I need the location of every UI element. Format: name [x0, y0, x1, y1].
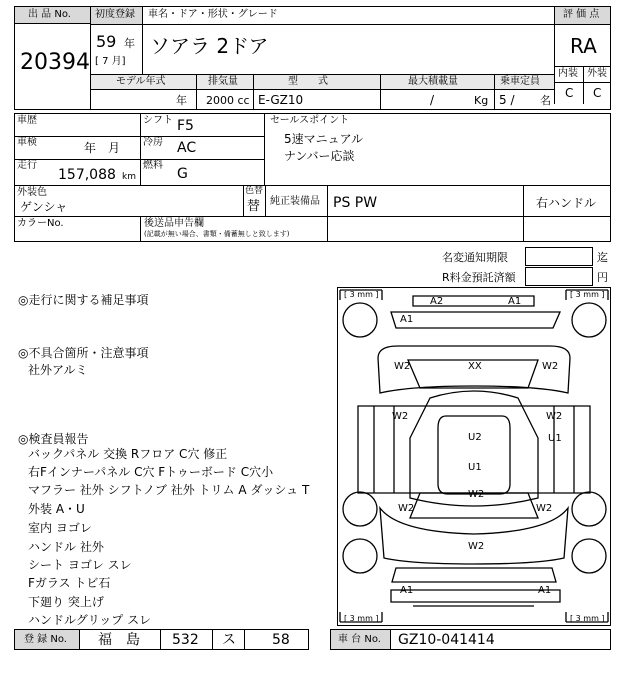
registration-kana: ス	[222, 632, 236, 648]
exterior-grade: C	[593, 86, 602, 100]
color-no-label: カラーNo.	[17, 218, 64, 229]
ac-value: AC	[177, 140, 197, 156]
history-label: 車歴	[17, 115, 37, 126]
sales-point-1: 5速マニュアル	[284, 132, 364, 146]
mark-roof-u2: U2	[468, 432, 482, 443]
car-diagram-frame	[337, 287, 611, 626]
inspector-line: ハンドル 社外	[28, 540, 104, 554]
inspector-line: ハンドルグリップ スレ	[28, 613, 152, 627]
first-reg-month: [ 7 月]	[95, 56, 126, 67]
color-change-label: 色替	[245, 186, 264, 196]
sales-point-2: ナンバー応談	[284, 149, 355, 163]
rear-bumper-lower	[391, 312, 560, 328]
front-lower	[392, 568, 556, 582]
inspector-line: バックパネル 交換 Rフロア C穴 修正	[28, 447, 228, 461]
displacement-label: 排気量	[208, 76, 238, 87]
wheel-front-right	[572, 539, 606, 573]
capacity-label: 乗車定員	[500, 76, 540, 87]
shift-label: シフト	[143, 115, 173, 126]
first-reg-year: 59	[96, 32, 117, 51]
genuine-equipment-value: PS PW	[333, 195, 378, 211]
first-reg-label: 初度登録	[95, 9, 135, 20]
mark-right-u1: U1	[548, 433, 562, 444]
mileage-unit: km	[122, 172, 136, 182]
capacity-value: 5 /	[499, 93, 515, 107]
mileage-value: 157,088	[58, 167, 116, 183]
model-label: 型 式	[288, 76, 328, 87]
rating-label: 評 価 点	[563, 9, 600, 20]
exterior-color-label: 外装色	[17, 187, 47, 198]
name-change-label: 名変通知期限	[442, 251, 508, 264]
recycle-label: R料金預託済額	[442, 271, 516, 284]
mark-center-u1: U1	[468, 462, 482, 473]
genuine-equipment-label: 純正装備品	[270, 196, 320, 207]
registration-number: 58	[272, 632, 290, 648]
name-change-field	[525, 247, 593, 266]
capacity-unit: 名	[540, 94, 551, 107]
sales-points-label: セールスポイント	[270, 115, 350, 126]
fuel-label: 燃料	[143, 160, 163, 171]
recycle-field	[525, 267, 593, 286]
mark-right-rear-w2: W2	[542, 361, 559, 372]
color-change-value: 替	[247, 199, 261, 214]
inspector-line: 外装 A・U	[28, 502, 85, 516]
documents-label: 後送品申告欄	[144, 218, 204, 229]
left-door-line	[374, 406, 394, 493]
inspector-line: 右Fインナーパネル C穴 Fトゥーボード C穴小	[28, 465, 274, 479]
inspector-line: 下廻り 突上げ	[28, 595, 104, 609]
lot-label: 出 品 No.	[28, 9, 71, 20]
registration-class: 532	[172, 632, 199, 648]
mark-roof-xx: XX	[468, 361, 482, 372]
mark-trunk-a1: A1	[400, 314, 414, 325]
exterior-color-value: ゲンシャ	[20, 200, 68, 214]
rating-value: RA	[570, 34, 597, 58]
model-year-unit: 年	[176, 94, 187, 107]
registration-label: 登 録 No.	[24, 634, 67, 645]
name-label: 車名・ドア・形状・グレード	[148, 9, 278, 20]
defect-item: 社外アルミ	[28, 363, 88, 377]
chassis-number: GZ10-041414	[398, 632, 495, 648]
mark-rear-bumper-a2: A2	[430, 296, 444, 307]
mark-right-front-w2: W2	[536, 503, 553, 514]
car-outline	[338, 288, 610, 625]
first-reg-year-unit: 年	[124, 37, 135, 50]
max-load-label: 最大積載量	[408, 76, 458, 87]
wheel-mid-left	[343, 492, 377, 526]
registration-region: 福 島	[98, 632, 140, 648]
inspector-line: シート ヨゴレ スレ	[28, 558, 132, 572]
inspector-line: Fガラス トビ石	[28, 576, 111, 590]
lot-number: 20394	[20, 50, 90, 75]
chassis-label: 車 台 No.	[338, 634, 381, 645]
inspector-line: マフラー 社外 シフトノブ 社外 トリム A ダッシュ T	[28, 483, 310, 497]
mark-right-door-w2: W2	[546, 411, 563, 422]
roof	[438, 416, 510, 494]
front-bumper	[391, 590, 560, 602]
inspector-title: ◎検査員報告	[18, 432, 89, 446]
wheel-rear-right	[572, 303, 606, 337]
mark-left-front-w2: W2	[398, 503, 415, 514]
inspection-value: 年 月	[84, 141, 121, 155]
interior-grade: C	[565, 86, 574, 100]
tire-label-rear-left: [ 3 mm ]	[344, 290, 379, 299]
recycle-unit: 円	[597, 271, 608, 284]
tire-label-front-left: [ 3 mm ]	[344, 614, 379, 623]
mark-hood-w2: W2	[468, 541, 485, 552]
inspection-label: 車検	[17, 137, 37, 148]
mileage-label: 走行	[17, 160, 37, 171]
wheel-rear-left	[343, 303, 377, 337]
handle-position: 右ハンドル	[536, 196, 597, 210]
mark-front-right-a1: A1	[538, 585, 552, 596]
wheel-mid-right	[572, 492, 606, 526]
mark-rear-bumper-a1: A1	[508, 296, 522, 307]
documents-note: (記載が無い場合、書類・備蓄無しと致します)	[144, 230, 290, 238]
model-year-label: モデル年式	[116, 76, 166, 87]
name-change-unit: 迄	[597, 251, 608, 264]
inspector-line: 室内 ヨゴレ	[28, 521, 92, 535]
fuel-value: G	[177, 166, 188, 182]
mark-front-left-a1: A1	[400, 585, 414, 596]
model-value: E-GZ10	[258, 93, 304, 107]
interior-label: 内装	[558, 68, 578, 79]
max-load-value: /	[430, 93, 435, 107]
car-name: ソアラ 2ドア	[150, 34, 269, 58]
exterior-label: 外装	[587, 68, 607, 79]
mark-center-w2: W2	[468, 489, 485, 500]
defects-title: ◎不具合箇所・注意事項	[18, 346, 149, 360]
wheel-front-left	[343, 539, 377, 573]
max-load-unit: Kg	[474, 94, 489, 107]
hood	[380, 508, 568, 564]
mark-left-door-w2: W2	[392, 411, 409, 422]
displacement-value: 2000 cc	[206, 94, 250, 107]
ac-label: 冷房	[143, 137, 163, 148]
mark-left-rear-w2: W2	[394, 361, 411, 372]
tire-label-rear-right: [ 3 mm ]	[570, 290, 605, 299]
tire-label-front-right: [ 3 mm ]	[570, 614, 605, 623]
supplementary-title: ◎走行に関する補足事項	[18, 293, 149, 307]
shift-value: F5	[177, 118, 194, 134]
